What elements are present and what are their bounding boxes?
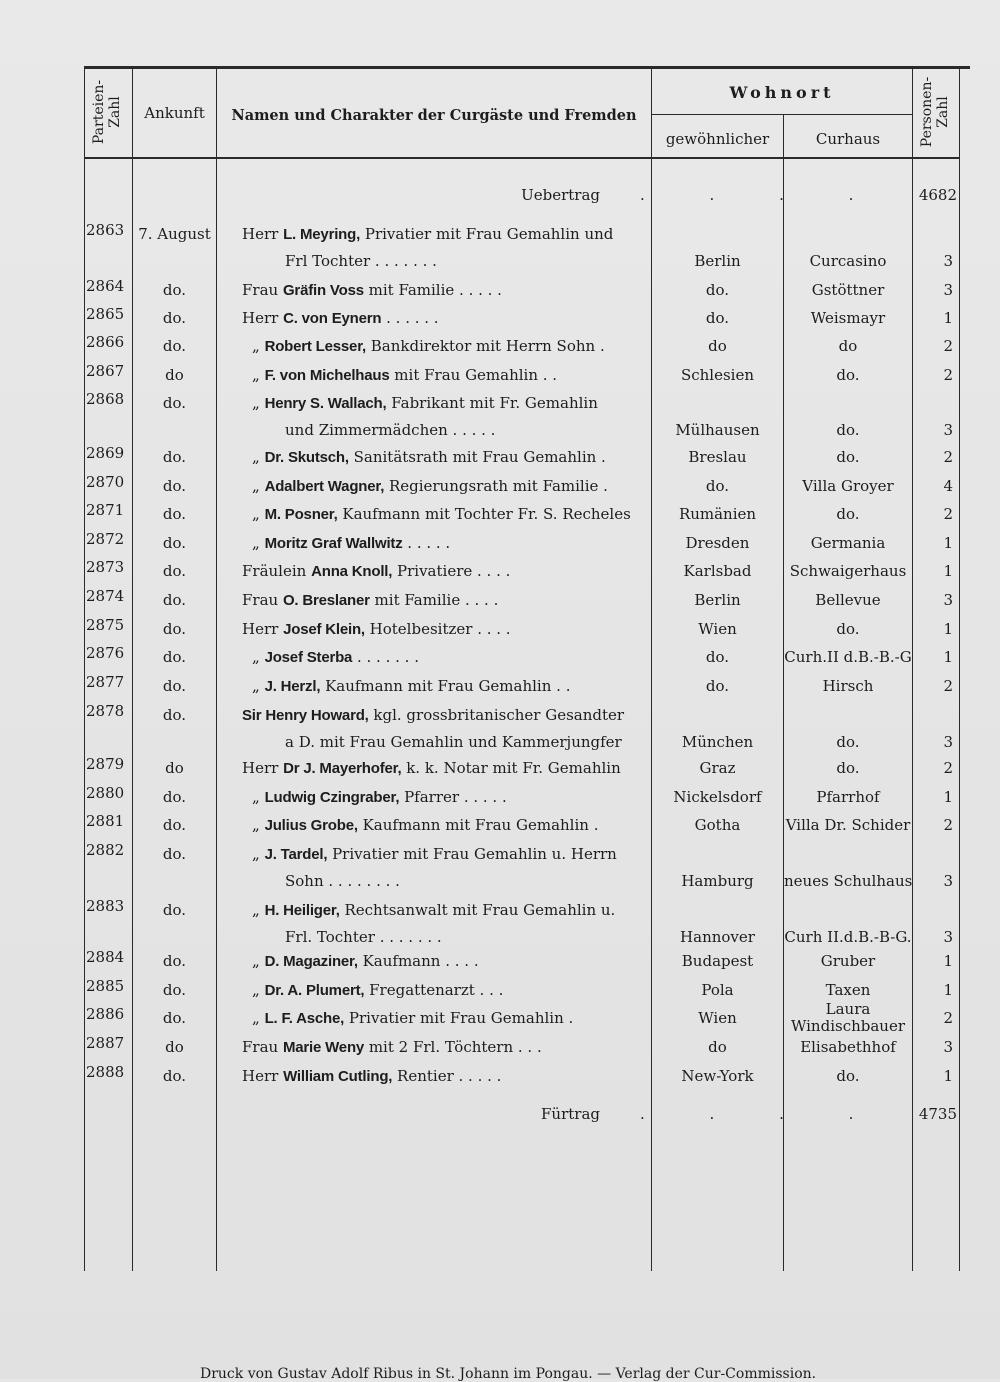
row-number: 2867	[86, 362, 125, 380]
row-personen: 1	[943, 562, 953, 580]
row-number: 2883	[86, 897, 125, 915]
row-name-prefix: Herr	[242, 309, 279, 327]
row-name-prefix: „	[252, 845, 260, 863]
row-name-bold: Dr. Skutsch,	[264, 449, 349, 466]
row-number: 2874	[86, 587, 125, 605]
printer-imprint: Druck von Gustav Adolf Ribus in St. Johann im Pongau. — Verlag der Cur-Commission.	[200, 1366, 817, 1382]
row-number: 2885	[86, 977, 125, 995]
row-name-rest: . . . . . .	[381, 309, 439, 327]
row-personen: 1	[943, 648, 953, 666]
row-personen: 3	[943, 281, 953, 299]
row-wohnort: do	[708, 1038, 727, 1056]
row-curhaus: Germania	[810, 534, 886, 552]
row-name	[252, 448, 657, 467]
row-name-bold: Josef Klein,	[283, 621, 365, 638]
row-curhaus: do.	[836, 1067, 860, 1085]
header-parteien-zahl: Parteien- Zahl	[91, 79, 123, 145]
row-name-prefix: „	[252, 1009, 260, 1027]
row-curhaus: Schwaigerhaus	[789, 562, 907, 580]
row-curhaus: Curh.II d.B.-B.-G	[784, 648, 912, 666]
row-number: 2871	[86, 501, 125, 519]
row-curhaus: do.	[836, 620, 860, 638]
row-curhaus: Taxen	[825, 981, 871, 999]
row-ankunft: do.	[162, 816, 187, 834]
header-namen: Namen und Charakter der Curgäste und Fremden	[231, 107, 637, 124]
fuertrag-label: Fürtrag	[541, 1105, 600, 1123]
row-number: 2880	[86, 784, 125, 802]
row-personen: 1	[943, 620, 953, 638]
row-name	[242, 1067, 647, 1086]
row-name-rest: Rentier . . . . .	[392, 1067, 502, 1085]
row-personen: 2	[943, 816, 953, 834]
row-wohnort: Breslau	[688, 448, 747, 466]
row-number: 2887	[86, 1034, 125, 1052]
row-name-rest: k. k. Notar mit Fr. Gemahlin	[401, 759, 621, 777]
row-personen: 3	[943, 1038, 953, 1056]
row-ankunft: do.	[162, 788, 187, 806]
row-name-prefix: „	[252, 677, 260, 695]
row-name-bold: Robert Lesser,	[264, 338, 366, 355]
row-ankunft: do.	[162, 901, 187, 919]
fuertrag-dots: . . . .	[640, 1105, 884, 1123]
wohnort-sub-rule	[652, 114, 912, 115]
row-name-prefix: „	[252, 366, 260, 384]
row-personen: 1	[943, 788, 953, 806]
row-name-prefix: Herr	[242, 759, 279, 777]
row-wohnort: Hamburg	[681, 872, 754, 890]
row-name	[242, 1038, 647, 1057]
row-name-prefix: „	[252, 901, 260, 919]
row-name-rest: Fabrikant mit Fr. Gemahlin	[386, 394, 598, 412]
row-name-bold: Dr J. Mayerhofer,	[283, 760, 402, 777]
row-name-rest: Sanitätsrath mit Frau Gemahlin .	[348, 448, 606, 466]
row-name-rest: Pfarrer . . . . .	[399, 788, 507, 806]
row-name-bold: Dr. A. Plumert,	[264, 982, 365, 999]
row-name-bold: Anna Knoll,	[311, 563, 393, 580]
row-name-prefix: „	[252, 534, 260, 552]
row-curhaus: Bellevue	[815, 591, 881, 609]
row-number: 2863	[86, 221, 125, 239]
row-name-rest: mit Familie . . . .	[369, 591, 499, 609]
row-name-rest: Kaufmann . . . .	[357, 952, 479, 970]
row-name-prefix: „	[252, 477, 260, 495]
row-name-prefix: „	[252, 816, 260, 834]
row-name-prefix: „	[252, 337, 260, 355]
row-name-continuation: a D. mit Frau Gemahlin und Kammerjungfer	[285, 733, 622, 751]
uebertrag-dots: . . . .	[640, 186, 884, 204]
row-ankunft: do.	[162, 309, 187, 327]
row-curhaus: Gruber	[820, 952, 876, 970]
row-ankunft: do.	[162, 534, 187, 552]
row-wohnort: Nickelsdorf	[673, 788, 762, 806]
row-ankunft: do	[165, 366, 184, 384]
row-name-bold: Moritz Graf Wallwitz	[264, 535, 403, 552]
row-wohnort: Karlsbad	[683, 562, 752, 580]
row-name-bold: J. Tardel,	[264, 846, 328, 863]
row-personen: 2	[943, 337, 953, 355]
row-personen: 1	[943, 534, 953, 552]
row-wohnort: do.	[705, 477, 730, 495]
row-number: 2886	[86, 1005, 125, 1023]
row-ankunft: do.	[162, 952, 187, 970]
row-name	[242, 759, 647, 778]
row-name	[242, 225, 647, 244]
row-name	[242, 281, 647, 300]
col-rule-1	[84, 66, 85, 1271]
row-name-rest: . . . . .	[402, 534, 451, 552]
row-wohnort: Mülhausen	[675, 421, 760, 439]
row-number: 2866	[86, 333, 125, 351]
row-name	[242, 562, 647, 581]
header-wohnort: Wohnort	[729, 83, 835, 102]
row-curhaus: Laura Windischbauer	[790, 1000, 906, 1035]
row-name-bold: Marie Weny	[282, 1039, 365, 1056]
row-number: 2882	[86, 841, 125, 859]
row-name-prefix: „	[252, 981, 260, 999]
row-number: 2878	[86, 702, 125, 720]
row-ankunft: do.	[162, 706, 187, 724]
row-curhaus: neues Schulhaus	[784, 872, 913, 890]
row-ankunft: do.	[162, 337, 187, 355]
row-ankunft: 7. August	[138, 225, 211, 243]
header-gewoehnlicher: gewöhnlicher	[665, 130, 770, 148]
row-wohnort: Wien	[698, 620, 737, 638]
row-name-bold: J. Herzl,	[264, 678, 321, 695]
row-ankunft: do.	[162, 1067, 187, 1085]
row-name-prefix: „	[252, 952, 260, 970]
row-name-bold: Josef Sterba	[264, 649, 353, 666]
row-number: 2875	[86, 616, 125, 634]
row-name	[252, 648, 657, 667]
row-personen: 2	[943, 366, 953, 384]
row-wohnort: Graz	[699, 759, 736, 777]
row-wohnort: Gotha	[694, 816, 741, 834]
row-number: 2881	[86, 812, 125, 830]
row-name-rest: Privatier mit Frau Gemahlin .	[344, 1009, 574, 1027]
row-name-rest: mit Frau Gemahlin . .	[389, 366, 558, 384]
row-wohnort: Rumänien	[678, 505, 757, 523]
row-wohnort: do.	[705, 309, 730, 327]
row-name-prefix: „	[252, 394, 260, 412]
row-curhaus: Curcasino	[809, 252, 887, 270]
row-name	[252, 534, 657, 553]
row-curhaus: Elisabethhof	[800, 1038, 896, 1056]
fuertrag-value: 4735	[918, 1105, 957, 1123]
row-name-bold: Gräfin Voss	[282, 282, 364, 299]
row-ankunft: do.	[162, 477, 187, 495]
row-name-rest: Privatier mit Frau Gemahlin und	[360, 225, 614, 243]
row-ankunft: do.	[162, 677, 187, 695]
uebertrag-value: 4682	[918, 186, 957, 204]
row-name-prefix: „	[252, 505, 260, 523]
row-name-bold: H. Heiliger,	[264, 902, 340, 919]
row-name-rest: kgl. grossbritanischer Gesandter	[368, 706, 625, 724]
row-ankunft: do.	[162, 505, 187, 523]
row-personen: 3	[943, 928, 953, 946]
row-curhaus: Curh II.d.B.-B-G.	[784, 928, 912, 946]
row-personen: 2	[943, 505, 953, 523]
row-number: 2868	[86, 390, 125, 408]
row-name	[252, 981, 657, 1000]
row-name-rest: mit 2 Frl. Töchtern . . .	[364, 1038, 542, 1056]
row-ankunft: do.	[162, 620, 187, 638]
row-name-bold: Sir Henry Howard,	[242, 707, 369, 724]
row-name-bold: Henry S. Wallach,	[264, 395, 387, 412]
row-name-rest: Privatier mit Frau Gemahlin u. Herrn	[327, 845, 617, 863]
row-name-bold: William Cutling,	[283, 1068, 393, 1085]
row-name	[252, 952, 657, 971]
col-rule-2	[132, 66, 133, 1271]
col-rule-4	[651, 66, 652, 1271]
header-ankunft: Ankunft	[144, 104, 205, 122]
row-number: 2876	[86, 644, 125, 662]
row-number: 2872	[86, 530, 125, 548]
row-personen: 3	[943, 872, 953, 890]
row-name	[252, 901, 657, 920]
row-curhaus: Hirsch	[822, 677, 874, 695]
row-name	[252, 845, 657, 864]
row-name-rest: Hotelbesitzer . . . .	[364, 620, 511, 638]
row-name-bold: M. Posner,	[264, 506, 338, 523]
row-name-rest: . . . . . . .	[352, 648, 419, 666]
row-personen: 2	[943, 448, 953, 466]
row-number: 2884	[86, 948, 125, 966]
row-personen: 1	[943, 1067, 953, 1085]
row-number: 2864	[86, 277, 125, 295]
row-curhaus: do.	[836, 759, 860, 777]
row-personen: 3	[943, 421, 953, 439]
row-name-prefix: „	[252, 788, 260, 806]
row-wohnort: Schlesien	[680, 366, 755, 384]
row-name	[242, 706, 647, 725]
row-personen: 3	[943, 733, 953, 751]
row-number: 2888	[86, 1063, 125, 1081]
row-name-prefix: Frau	[242, 1038, 279, 1056]
row-ankunft: do.	[162, 845, 187, 863]
row-wohnort: Wien	[698, 1009, 737, 1027]
row-personen: 2	[943, 759, 953, 777]
row-name	[252, 337, 657, 356]
row-name	[252, 788, 657, 807]
row-name	[242, 620, 647, 639]
row-wohnort: New-York	[681, 1067, 754, 1085]
row-name	[252, 505, 657, 524]
row-number: 2877	[86, 673, 125, 691]
row-curhaus: do	[838, 337, 858, 355]
row-personen: 3	[943, 252, 953, 270]
row-number: 2869	[86, 444, 125, 462]
row-number: 2865	[86, 305, 125, 323]
row-wohnort: Dresden	[685, 534, 750, 552]
row-name-rest: Rechtsanwalt mit Frau Gemahlin u.	[339, 901, 616, 919]
row-name-rest: Regierungsrath mit Familie .	[384, 477, 608, 495]
row-curhaus: do.	[836, 421, 860, 439]
row-wohnort: do.	[705, 648, 730, 666]
header-curhaus: Curhaus	[815, 130, 881, 148]
row-curhaus: do.	[836, 366, 860, 384]
row-name	[242, 309, 647, 328]
row-name-bold: Julius Grobe,	[264, 817, 358, 834]
row-name-rest: Privatiere . . . .	[392, 562, 511, 580]
row-name	[252, 394, 657, 413]
row-name-continuation: Sohn . . . . . . . .	[285, 872, 400, 890]
row-name-prefix: „	[252, 448, 260, 466]
row-name-rest: Kaufmann mit Frau Gemahlin . .	[320, 677, 571, 695]
row-name-continuation: Frl Tochter . . . . . . .	[285, 252, 437, 270]
row-name	[252, 366, 657, 385]
row-ankunft: do.	[162, 591, 187, 609]
row-ankunft: do.	[162, 562, 187, 580]
row-ankunft: do	[165, 1038, 184, 1056]
row-name-bold: Adalbert Wagner,	[264, 478, 385, 495]
row-name-bold: D. Magaziner,	[264, 953, 358, 970]
row-name	[252, 477, 657, 496]
row-name-bold: L. F. Asche,	[264, 1010, 345, 1027]
row-wohnort: Hannover	[680, 928, 755, 946]
row-name-bold: O. Breslaner	[282, 592, 370, 609]
row-curhaus: Gstöttner	[811, 281, 885, 299]
row-wohnort: Budapest	[681, 952, 754, 970]
row-name-rest: mit Familie . . . . .	[363, 281, 502, 299]
row-name-continuation: Frl. Tochter . . . . . . .	[285, 928, 442, 946]
row-ankunft: do.	[162, 281, 187, 299]
row-curhaus: Pfarrhof	[816, 788, 880, 806]
row-curhaus: do.	[836, 733, 860, 751]
row-wohnort: München	[681, 733, 754, 751]
row-ankunft: do	[165, 759, 184, 777]
row-name	[252, 677, 657, 696]
row-name	[242, 591, 647, 610]
row-curhaus: do.	[836, 448, 860, 466]
row-wohnort: do.	[705, 677, 730, 695]
row-wohnort: do	[708, 337, 727, 355]
row-curhaus: Weismayr	[810, 309, 886, 327]
row-name-rest: Bankdirektor mit Herrn Sohn .	[365, 337, 605, 355]
row-name	[252, 1009, 657, 1028]
row-ankunft: do.	[162, 981, 187, 999]
row-ankunft: do.	[162, 1009, 187, 1027]
row-name-rest: Kaufmann mit Frau Gemahlin .	[357, 816, 599, 834]
row-number: 2870	[86, 473, 125, 491]
col-rule-6	[912, 66, 913, 1271]
row-ankunft: do.	[162, 394, 187, 412]
row-number: 2879	[86, 755, 125, 773]
row-wohnort: Pola	[701, 981, 734, 999]
row-name-rest: Fregattenarzt . . .	[364, 981, 504, 999]
row-personen: 2	[943, 1009, 953, 1027]
row-name-prefix: Herr	[242, 620, 279, 638]
row-personen: 4	[943, 477, 953, 495]
col-rule-7	[959, 66, 960, 1271]
row-name-prefix: Herr	[242, 1067, 279, 1085]
row-name-prefix: Frau	[242, 281, 279, 299]
row-name	[252, 816, 657, 835]
row-ankunft: do.	[162, 648, 187, 666]
row-name-bold: Ludwig Czingraber,	[264, 789, 400, 806]
header-personen-zahl: Personen- Zahl	[919, 76, 951, 148]
row-personen: 2	[943, 677, 953, 695]
row-name-prefix: Frau	[242, 591, 279, 609]
row-name-bold: L. Meyring,	[283, 226, 361, 243]
row-ankunft: do.	[162, 448, 187, 466]
row-curhaus: Villa Groyer	[802, 477, 894, 495]
row-name-bold: C. von Eynern	[283, 310, 382, 327]
row-personen: 1	[943, 952, 953, 970]
row-name-prefix: Fräulein	[242, 562, 307, 580]
row-wohnort: do.	[705, 281, 730, 299]
uebertrag-label: Uebertrag	[521, 186, 600, 204]
row-name-continuation: und Zimmermädchen . . . . .	[285, 421, 496, 439]
row-curhaus: do.	[836, 505, 860, 523]
row-number: 2873	[86, 558, 125, 576]
row-name-prefix: „	[252, 648, 260, 666]
row-personen: 1	[943, 981, 953, 999]
row-wohnort: Berlin	[694, 591, 741, 609]
row-name-bold: F. von Michelhaus	[264, 367, 390, 384]
row-curhaus: Villa Dr. Schider	[785, 816, 911, 834]
row-name-rest: Kaufmann mit Tochter Fr. S. Recheles	[337, 505, 631, 523]
row-wohnort: Berlin	[694, 252, 741, 270]
row-personen: 3	[943, 591, 953, 609]
row-personen: 1	[943, 309, 953, 327]
row-name-prefix: Herr	[242, 225, 279, 243]
col-rule-3	[216, 66, 217, 1271]
